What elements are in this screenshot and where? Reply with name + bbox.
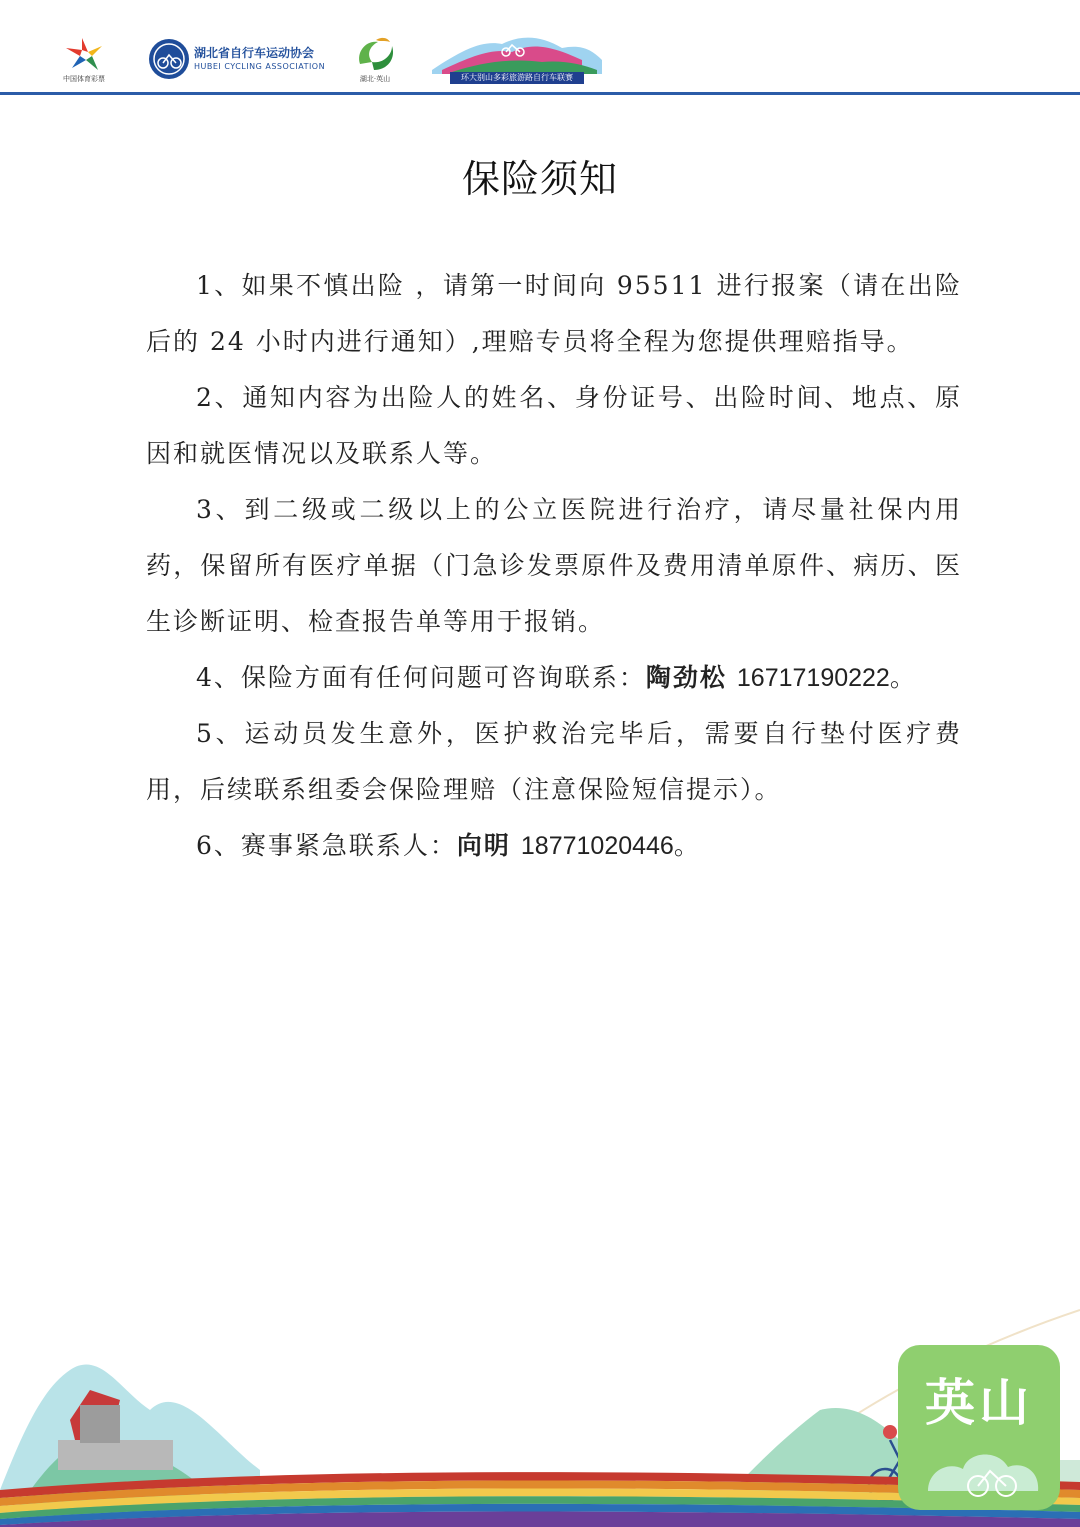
notice-item-4-prefix: 4、保险方面有任何问题可咨询联系： [196,663,646,692]
insurance-contact-phone: 16717190222 [736,664,890,692]
cyclist-head [883,1425,897,1439]
yingshan-logo [352,34,398,86]
emergency-contact-name: 向明 [456,831,511,860]
league-caption: 环大别山多彩旅游路自行车联赛 [450,72,584,84]
notice-item-4 [146,650,962,706]
dabie-league-logo [432,30,602,86]
notice-item-5: 5、运动员发生意外，医护救治完毕后，需要自行垫付医疗费用，后续联系组委会保险理赔（注意保险短信提示）。 [146,719,962,804]
notice-item-4-suffix: 。 [889,663,917,692]
notice-item-3: 3、到二级或二级以上的公立医院进行治疗，请尽量社保内用药，保留所有医疗单据（门急诊发票原件及费用清单原件、病历、医生诊断证明、检查报告单等用于报销。 [146,495,962,636]
header-bar [0,0,1080,94]
insurance-contact-name: 陶劲松 [645,663,727,692]
yingshan-caption: 湖北·英山 [359,75,391,83]
lottery-caption: 中国体育彩票 [63,75,105,83]
association-name-cn: 湖北省自行车运动协会 [194,46,315,60]
lottery-star-icon [52,34,116,74]
yingshan-badge [898,1345,1060,1510]
china-sports-lottery-logo [52,34,116,86]
page-title: 保险须知 [461,157,618,201]
association-emblem-icon [148,38,190,80]
notice-body [146,258,962,874]
badge-text: 英山 [925,1374,1033,1432]
header-divider [0,92,1080,95]
association-name-en: HUBEI CYCLING ASSOCIATION [194,62,326,71]
notice-item-6-prefix: 6、赛事紧急联系人： [196,831,457,860]
mountain-cyclist-icon [432,30,602,74]
hubei-cycling-association-logo [148,38,328,82]
cloud-cyclist-icon [918,1431,1048,1501]
monument-figures-shape [80,1405,120,1443]
notice-item-1: 1、如果不慎出险 ，请第一时间向 95511 进行报案（请在出险后的 24 小时内进行通知）,理赔专员将全程为您提供理赔指导。 [146,271,962,356]
yingshan-swirl-icon [352,34,398,74]
emergency-contact-phone: 18771020446 [520,832,674,860]
monument-base-shape [58,1440,173,1470]
notice-item-6 [146,818,962,874]
notice-item-2: 2、通知内容为出险人的姓名、身份证号、出险时间、地点、原因和就医情况以及联系人等。 [146,383,962,468]
notice-item-6-suffix: 。 [673,831,701,860]
